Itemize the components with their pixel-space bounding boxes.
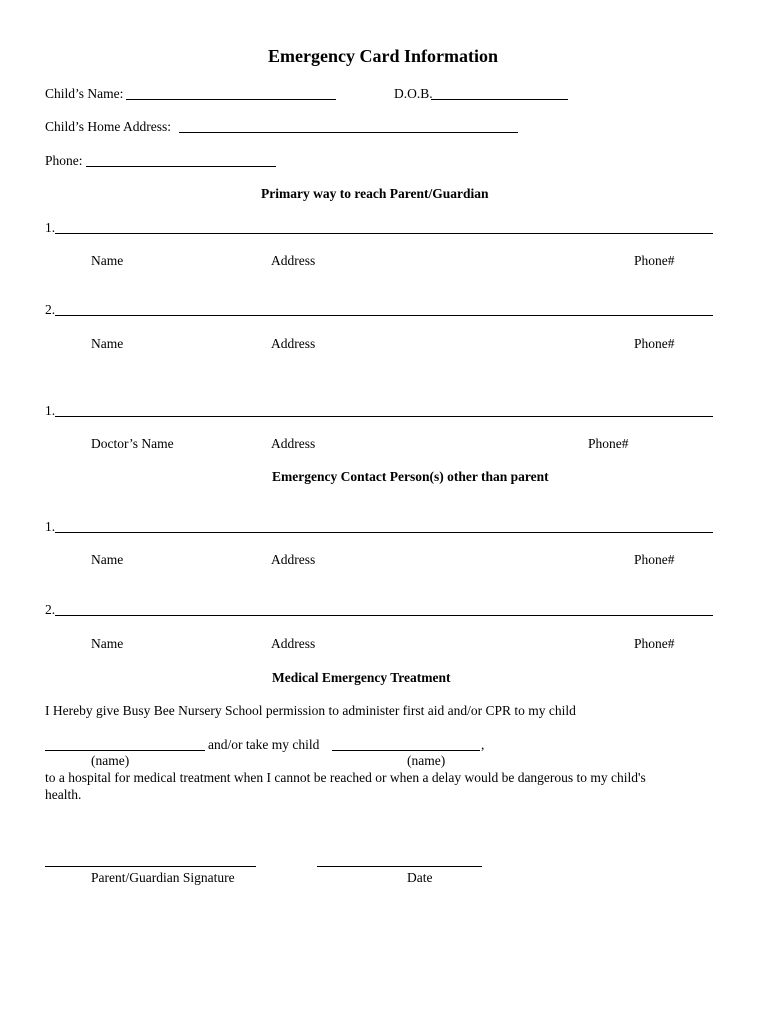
primary-1-field[interactable] xyxy=(55,233,713,234)
signature-caption: Parent/Guardian Signature xyxy=(91,870,235,885)
emergency-heading: Emergency Contact Person(s) other than parent xyxy=(272,469,549,484)
primary-heading: Primary way to reach Parent/Guardian xyxy=(261,186,489,201)
primary-2-number: 2. xyxy=(45,302,56,317)
emergency-1-phone-caption: Phone# xyxy=(634,552,675,567)
emergency-1-field[interactable] xyxy=(55,532,713,533)
date-caption: Date xyxy=(407,870,433,885)
phone-field[interactable] xyxy=(86,166,276,167)
dob-label: D.O.B. xyxy=(394,86,433,101)
emergency-2-address-caption: Address xyxy=(271,636,316,651)
child-address-field[interactable] xyxy=(179,132,518,133)
emergency-1-name-caption: Name xyxy=(91,552,124,567)
medical-name-field-2[interactable] xyxy=(332,750,480,751)
medical-name-caption-2: (name) xyxy=(407,753,446,768)
emergency-1-number: 1. xyxy=(45,519,56,534)
doctor-address-caption: Address xyxy=(271,436,316,451)
medical-comma: , xyxy=(481,737,485,752)
doctor-number: 1. xyxy=(45,403,56,418)
page-title: Emergency Card Information xyxy=(268,46,498,66)
medical-heading: Medical Emergency Treatment xyxy=(272,670,451,685)
medical-name-field-1[interactable] xyxy=(45,750,205,751)
dob-field[interactable] xyxy=(431,99,568,100)
date-field[interactable] xyxy=(317,866,482,867)
emergency-2-field[interactable] xyxy=(55,615,713,616)
emergency-2-number: 2. xyxy=(45,602,56,617)
primary-1-phone-caption: Phone# xyxy=(634,253,675,268)
doctor-phone-caption: Phone# xyxy=(588,436,629,451)
primary-1-name-caption: Name xyxy=(91,253,124,268)
primary-1-number: 1. xyxy=(45,220,56,235)
child-name-label: Child’s Name: xyxy=(45,86,124,101)
emergency-2-phone-caption: Phone# xyxy=(634,636,675,651)
phone-label: Phone: xyxy=(45,153,83,168)
emergency-1-address-caption: Address xyxy=(271,552,316,567)
medical-consent-line: I Hereby give Busy Bee Nursery School permission to administer first aid and/or CPR to my child xyxy=(45,703,576,718)
child-address-label: Child’s Home Address: xyxy=(45,119,172,134)
doctor-name-caption: Doctor’s Name xyxy=(91,436,174,451)
medical-name-caption-1: (name) xyxy=(91,753,130,768)
primary-1-address-caption: Address xyxy=(271,253,316,268)
medical-take-text: and/or take my child xyxy=(208,737,320,752)
child-name-field[interactable] xyxy=(126,99,336,100)
medical-health-line: health. xyxy=(45,787,82,802)
primary-2-name-caption: Name xyxy=(91,336,124,351)
primary-2-phone-caption: Phone# xyxy=(634,336,675,351)
signature-field[interactable] xyxy=(45,866,256,867)
doctor-field[interactable] xyxy=(55,416,713,417)
emergency-2-name-caption: Name xyxy=(91,636,124,651)
primary-2-field[interactable] xyxy=(55,315,713,316)
medical-hospital-line: to a hospital for medical treatment when I cannot be reached or when a delay would be dangerous to my child's xyxy=(45,770,646,785)
primary-2-address-caption: Address xyxy=(271,336,316,351)
